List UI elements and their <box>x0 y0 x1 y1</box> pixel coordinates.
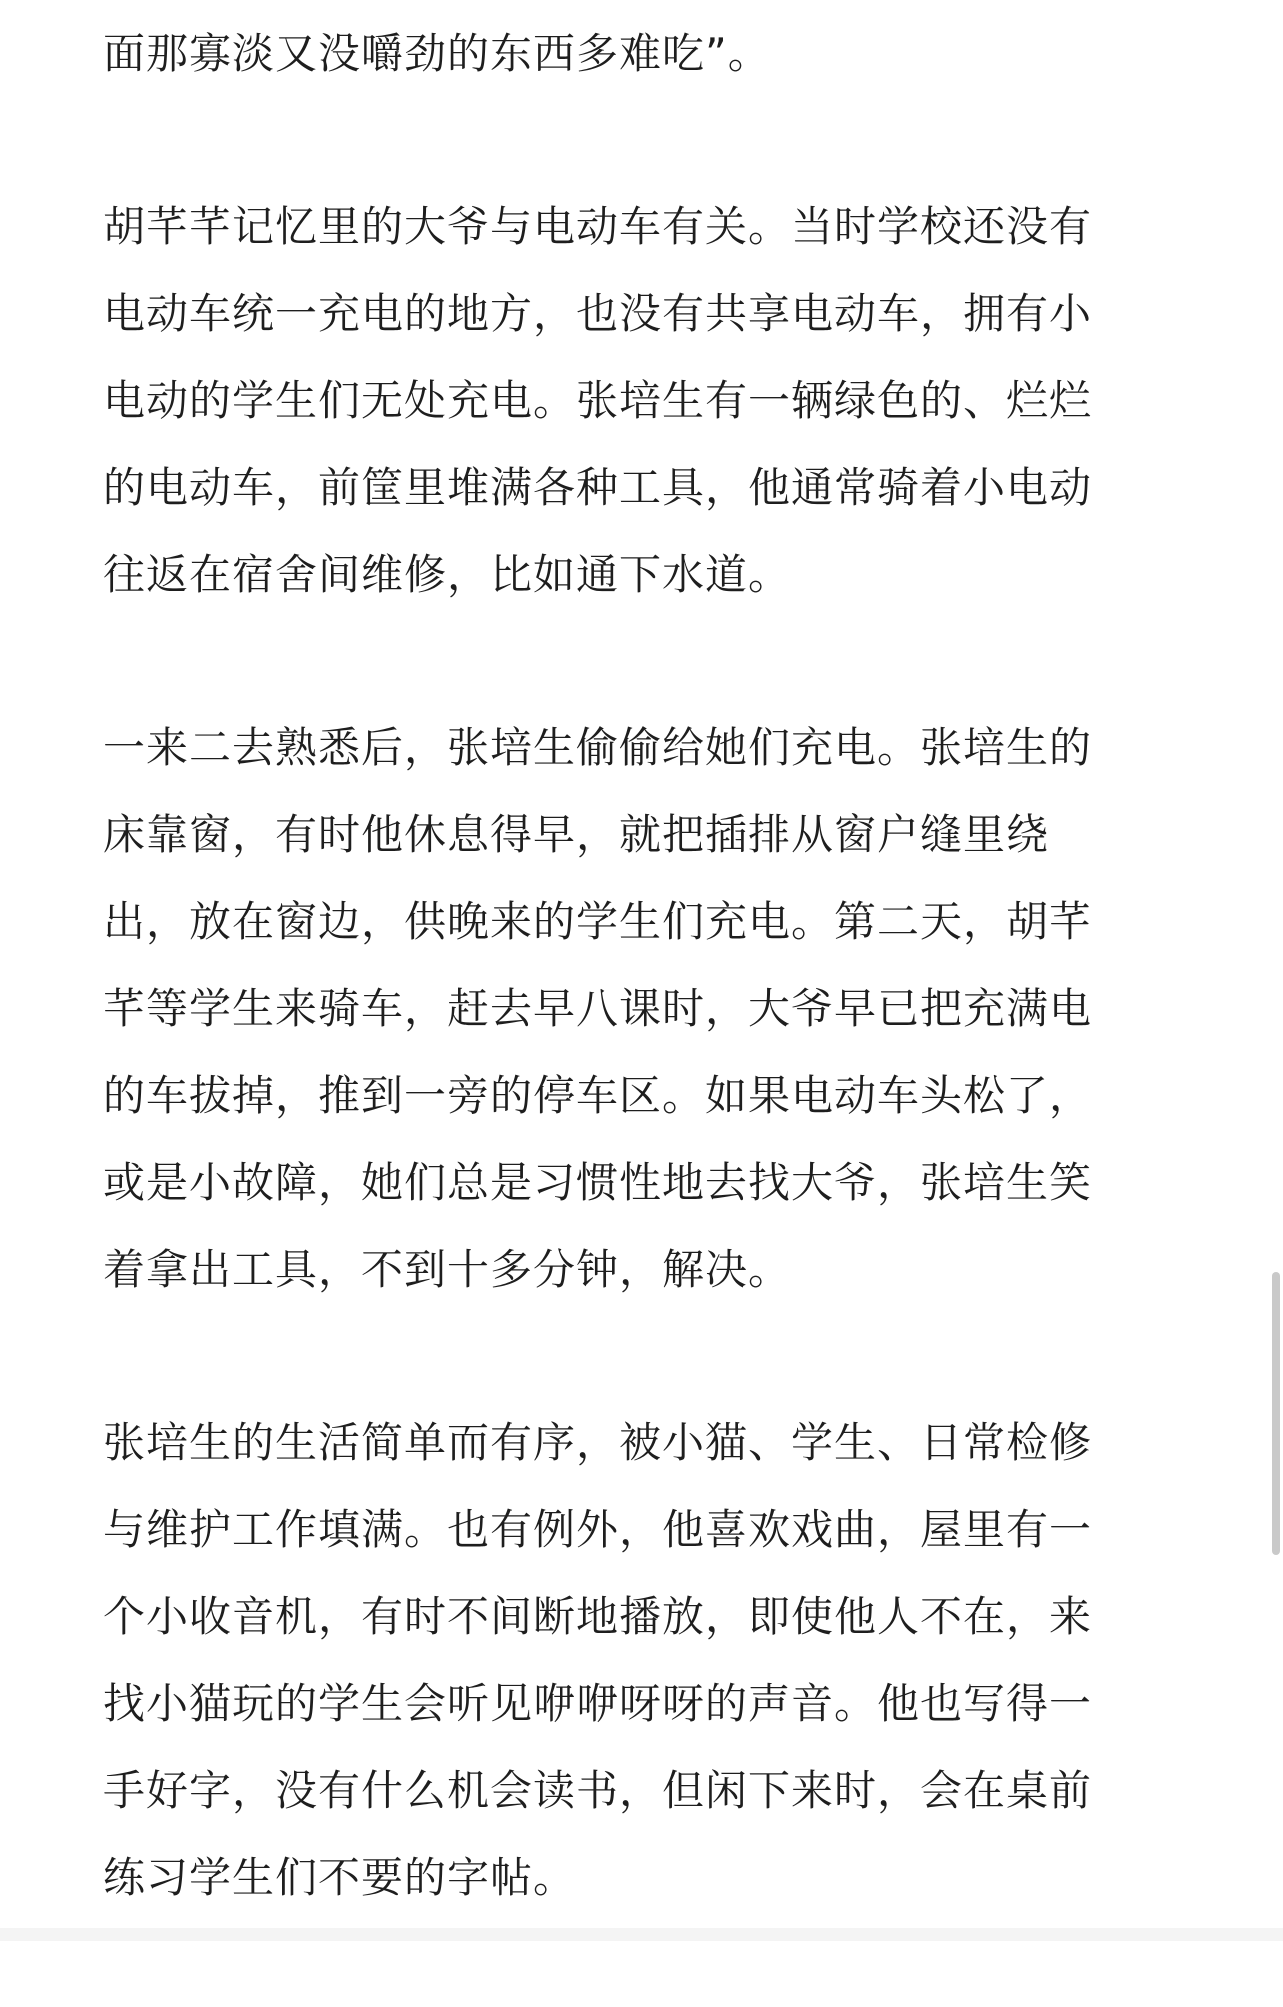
text-line: 电动车统一充电的地方，也没有共享电动车，拥有小 <box>103 289 1093 338</box>
paragraph <box>103 183 1180 618</box>
text-line: 床靠窗，有时他休息得早，就把插排从窗户缝里绕 <box>103 810 1050 859</box>
text-line: 与维护工作填满。也有例外，他喜欢戏曲，屋里有一 <box>103 1505 1093 1554</box>
text-line: 出，放在窗边，供晚来的学生们充电。第二天，胡芊 <box>103 897 1093 946</box>
text-line: 个小收音机，有时不间断地播放，即使他人不在，来 <box>103 1592 1093 1641</box>
text-line: 找小猫玩的学生会听见咿咿呀呀的声音。他也写得一 <box>103 1679 1093 1728</box>
text-line: 电动的学生们无处充电。张培生有一辆绿色的、烂烂 <box>103 376 1093 425</box>
paragraph <box>103 1399 1180 1921</box>
scrollbar-thumb[interactable] <box>1272 1272 1280 1555</box>
text-line: 面那寡淡又没嚼劲的东西多难吃”。 <box>103 29 771 78</box>
text-line: 一来二去熟悉后，张培生偷偷给她们充电。张培生的 <box>103 723 1093 772</box>
text-line: 的车拔掉，推到一旁的停车区。如果电动车头松了， <box>103 1071 1093 1120</box>
text-line: 着拿出工具，不到十多分钟，解决。 <box>103 1245 792 1294</box>
text-line: 胡芊芊记忆里的大爷与电动车有关。当时学校还没有 <box>103 202 1093 251</box>
text-line: 或是小故障，她们总是习惯性地去找大爷，张培生笑 <box>103 1158 1093 1207</box>
bottom-edge <box>0 1928 1283 1941</box>
vertical-scrollbar[interactable] <box>1269 0 1283 1941</box>
article-body <box>103 10 1180 2007</box>
text-line: 的电动车，前筐里堆满各种工具，他通常骑着小电动 <box>103 463 1093 512</box>
text-line: 练习学生们不要的字帖。 <box>103 1853 577 1902</box>
text-line: 芊等学生来骑车，赶去早八课时，大爷早已把充满电 <box>103 984 1093 1033</box>
paragraph <box>103 10 1180 97</box>
text-line: 张培生的生活简单而有序，被小猫、学生、日常检修 <box>103 1418 1093 1467</box>
text-line: 往返在宿舍间维修，比如通下水道。 <box>103 550 792 599</box>
text-line: 手好字，没有什么机会读书，但闲下来时，会在桌前 <box>103 1766 1093 1815</box>
paragraph <box>103 704 1180 1313</box>
